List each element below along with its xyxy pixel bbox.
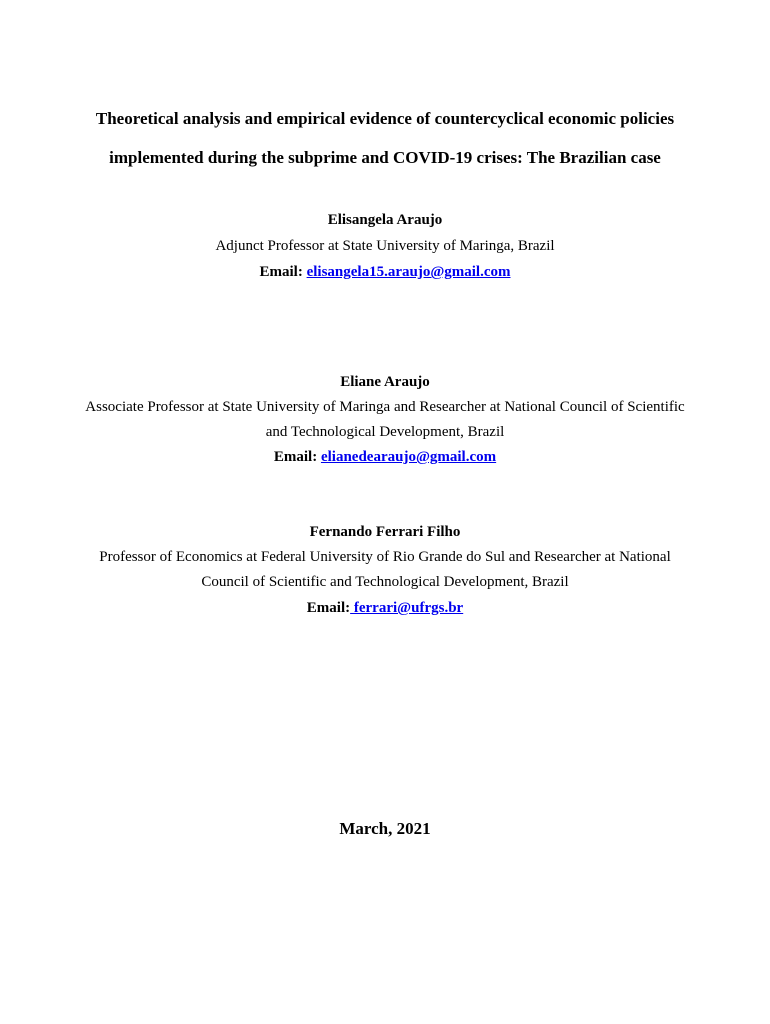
- title-line-2: implemented during the subprime and COVID-19 crises: The Brazilian case: [109, 148, 661, 167]
- title-line-1: Theoretical analysis and empirical evidence of countercyclical economic policies: [95, 109, 675, 128]
- author-3-affiliation-line-1: Professor of Economics at Federal University of Rio Grande do Sul and Researcher at National: [99, 549, 671, 565]
- author-1-email-label: Email:: [259, 264, 303, 280]
- author-1-email-link[interactable]: elisangela15.araujo@gmail.com: [306, 264, 511, 280]
- author-1-affiliation: Adjunct Professor at State University of Maringa, Brazil: [215, 238, 555, 254]
- publication-date: March, 2021: [339, 819, 431, 838]
- author-1-name: Elisangela Araujo: [327, 212, 443, 228]
- author-2-affiliation-line-2: and Technological Development, Brazil: [265, 424, 505, 440]
- author-2-email-label: Email:: [273, 449, 318, 465]
- author-3-affiliation-line-2: Council of Scientific and Technological Development, Brazil: [201, 574, 569, 590]
- author-2-affiliation-line-1: Associate Professor at State University of Maringa and Researcher at National Council of Scientific: [85, 399, 685, 415]
- author-2-email-link[interactable]: elianedearaujo@gmail.com: [320, 449, 497, 465]
- author-1-email-line: [0, 262, 770, 282]
- author-3-name: Fernando Ferrari Filho: [309, 524, 461, 540]
- author-3-email-line: [0, 598, 770, 618]
- author-2-name: Eliane Araujo: [340, 374, 430, 390]
- author-3-email-link[interactable]: ferrari@ufrgs.br: [350, 600, 464, 616]
- author-3-email-label: Email:: [306, 600, 351, 616]
- author-2-email-line: [0, 447, 770, 467]
